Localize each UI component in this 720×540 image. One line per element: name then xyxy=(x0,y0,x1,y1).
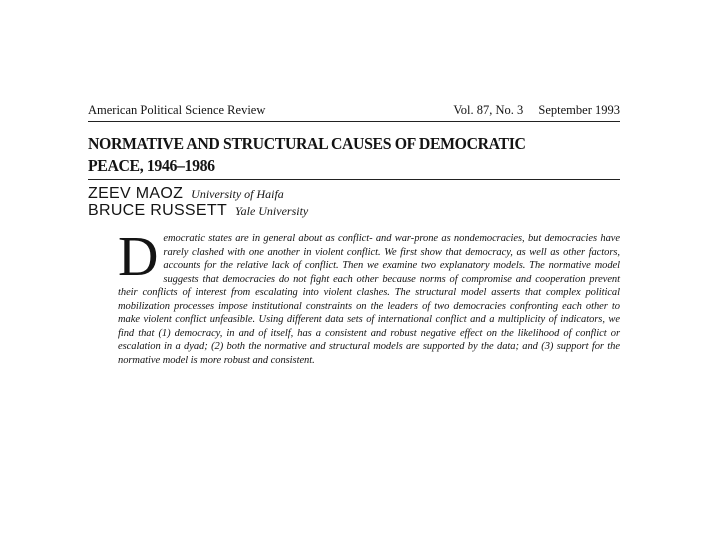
author-1 xyxy=(88,185,284,203)
journal-volume: Vol. 87, No. 3 xyxy=(453,103,524,117)
article-title: NORMATIVE AND STRUCTURAL CAUSES OF DEMOCRATIC PEACE, 1946–1986 xyxy=(88,134,526,175)
author-name: BRUCE RUSSETT xyxy=(88,202,228,219)
author-name: ZEEV MAOZ xyxy=(88,185,184,202)
issue-info xyxy=(453,103,620,118)
abstract-text: emocratic states are in general about as conflict- and war-prone as nondemocracies, but democracies have rarely clashed with one another in violent conflict. We first show that democracy, as well as other factors, accounts for the relative lack of conflict. Then we examine two explanatory models. The normative model suggests that democracies do not fight each other because norms of compromise and cooperation prevent their conflicts of interest from escalating into violent clashes. The structural model asserts that complex political mobilization processes impose institutional constraints on the leaders of two democracies confronting each other to make violent conflict unfeasible. Using different data sets of international conflict and a multiplicity of indicators, we find that (1) democracy, in and of itself, has a consistent and robust negative effect on the likelihood of conflict or escalation in a dyad; (2) both the normative and structural models are supported by the data; and (3) support for the normative model is more robust and consistent. xyxy=(118,233,620,366)
author-affiliation: Yale University xyxy=(235,204,309,218)
abstract-dropcap: D xyxy=(118,226,159,288)
title-rule xyxy=(88,179,620,180)
header-rule xyxy=(88,121,620,122)
author-2 xyxy=(88,202,308,220)
journal-header xyxy=(88,103,620,118)
journal-date: September 1993 xyxy=(538,103,620,117)
author-affiliation: University of Haifa xyxy=(191,187,284,201)
abstract xyxy=(118,226,620,367)
journal-name: American Political Science Review xyxy=(88,103,266,117)
